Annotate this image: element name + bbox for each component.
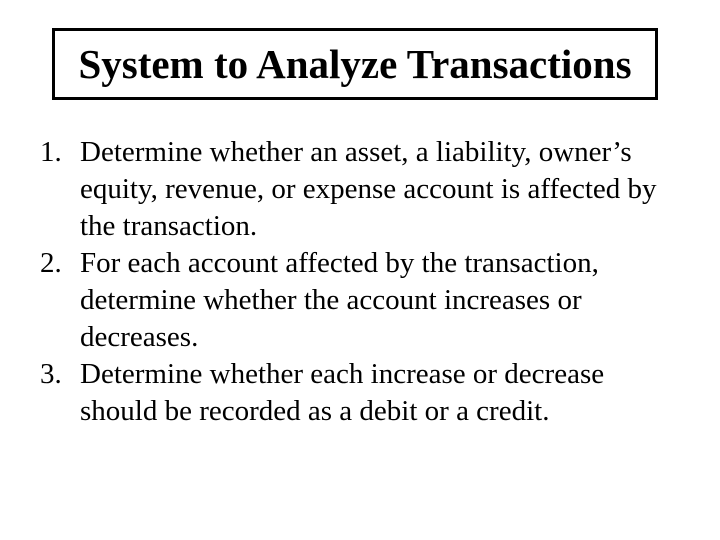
- step-item-1: [40, 134, 680, 245]
- slide-title: System to Analyze Transactions: [78, 41, 632, 87]
- step-text: Determine whether an asset, a liability, owner’s equity, revenue, or expense account is affected by the transaction.: [80, 136, 657, 242]
- slide-title-box: [52, 28, 658, 100]
- step-number: 2.: [40, 247, 62, 279]
- step-text: For each account affected by the transaction, determine whether the account increases or decreases.: [80, 247, 599, 353]
- steps-list: [40, 134, 680, 430]
- step-number: 1.: [40, 136, 62, 168]
- step-item-2: [40, 245, 680, 356]
- step-number: 3.: [40, 358, 62, 390]
- step-item-3: [40, 356, 680, 430]
- step-text: Determine whether each increase or decrease should be recorded as a debit or a credit.: [80, 358, 605, 427]
